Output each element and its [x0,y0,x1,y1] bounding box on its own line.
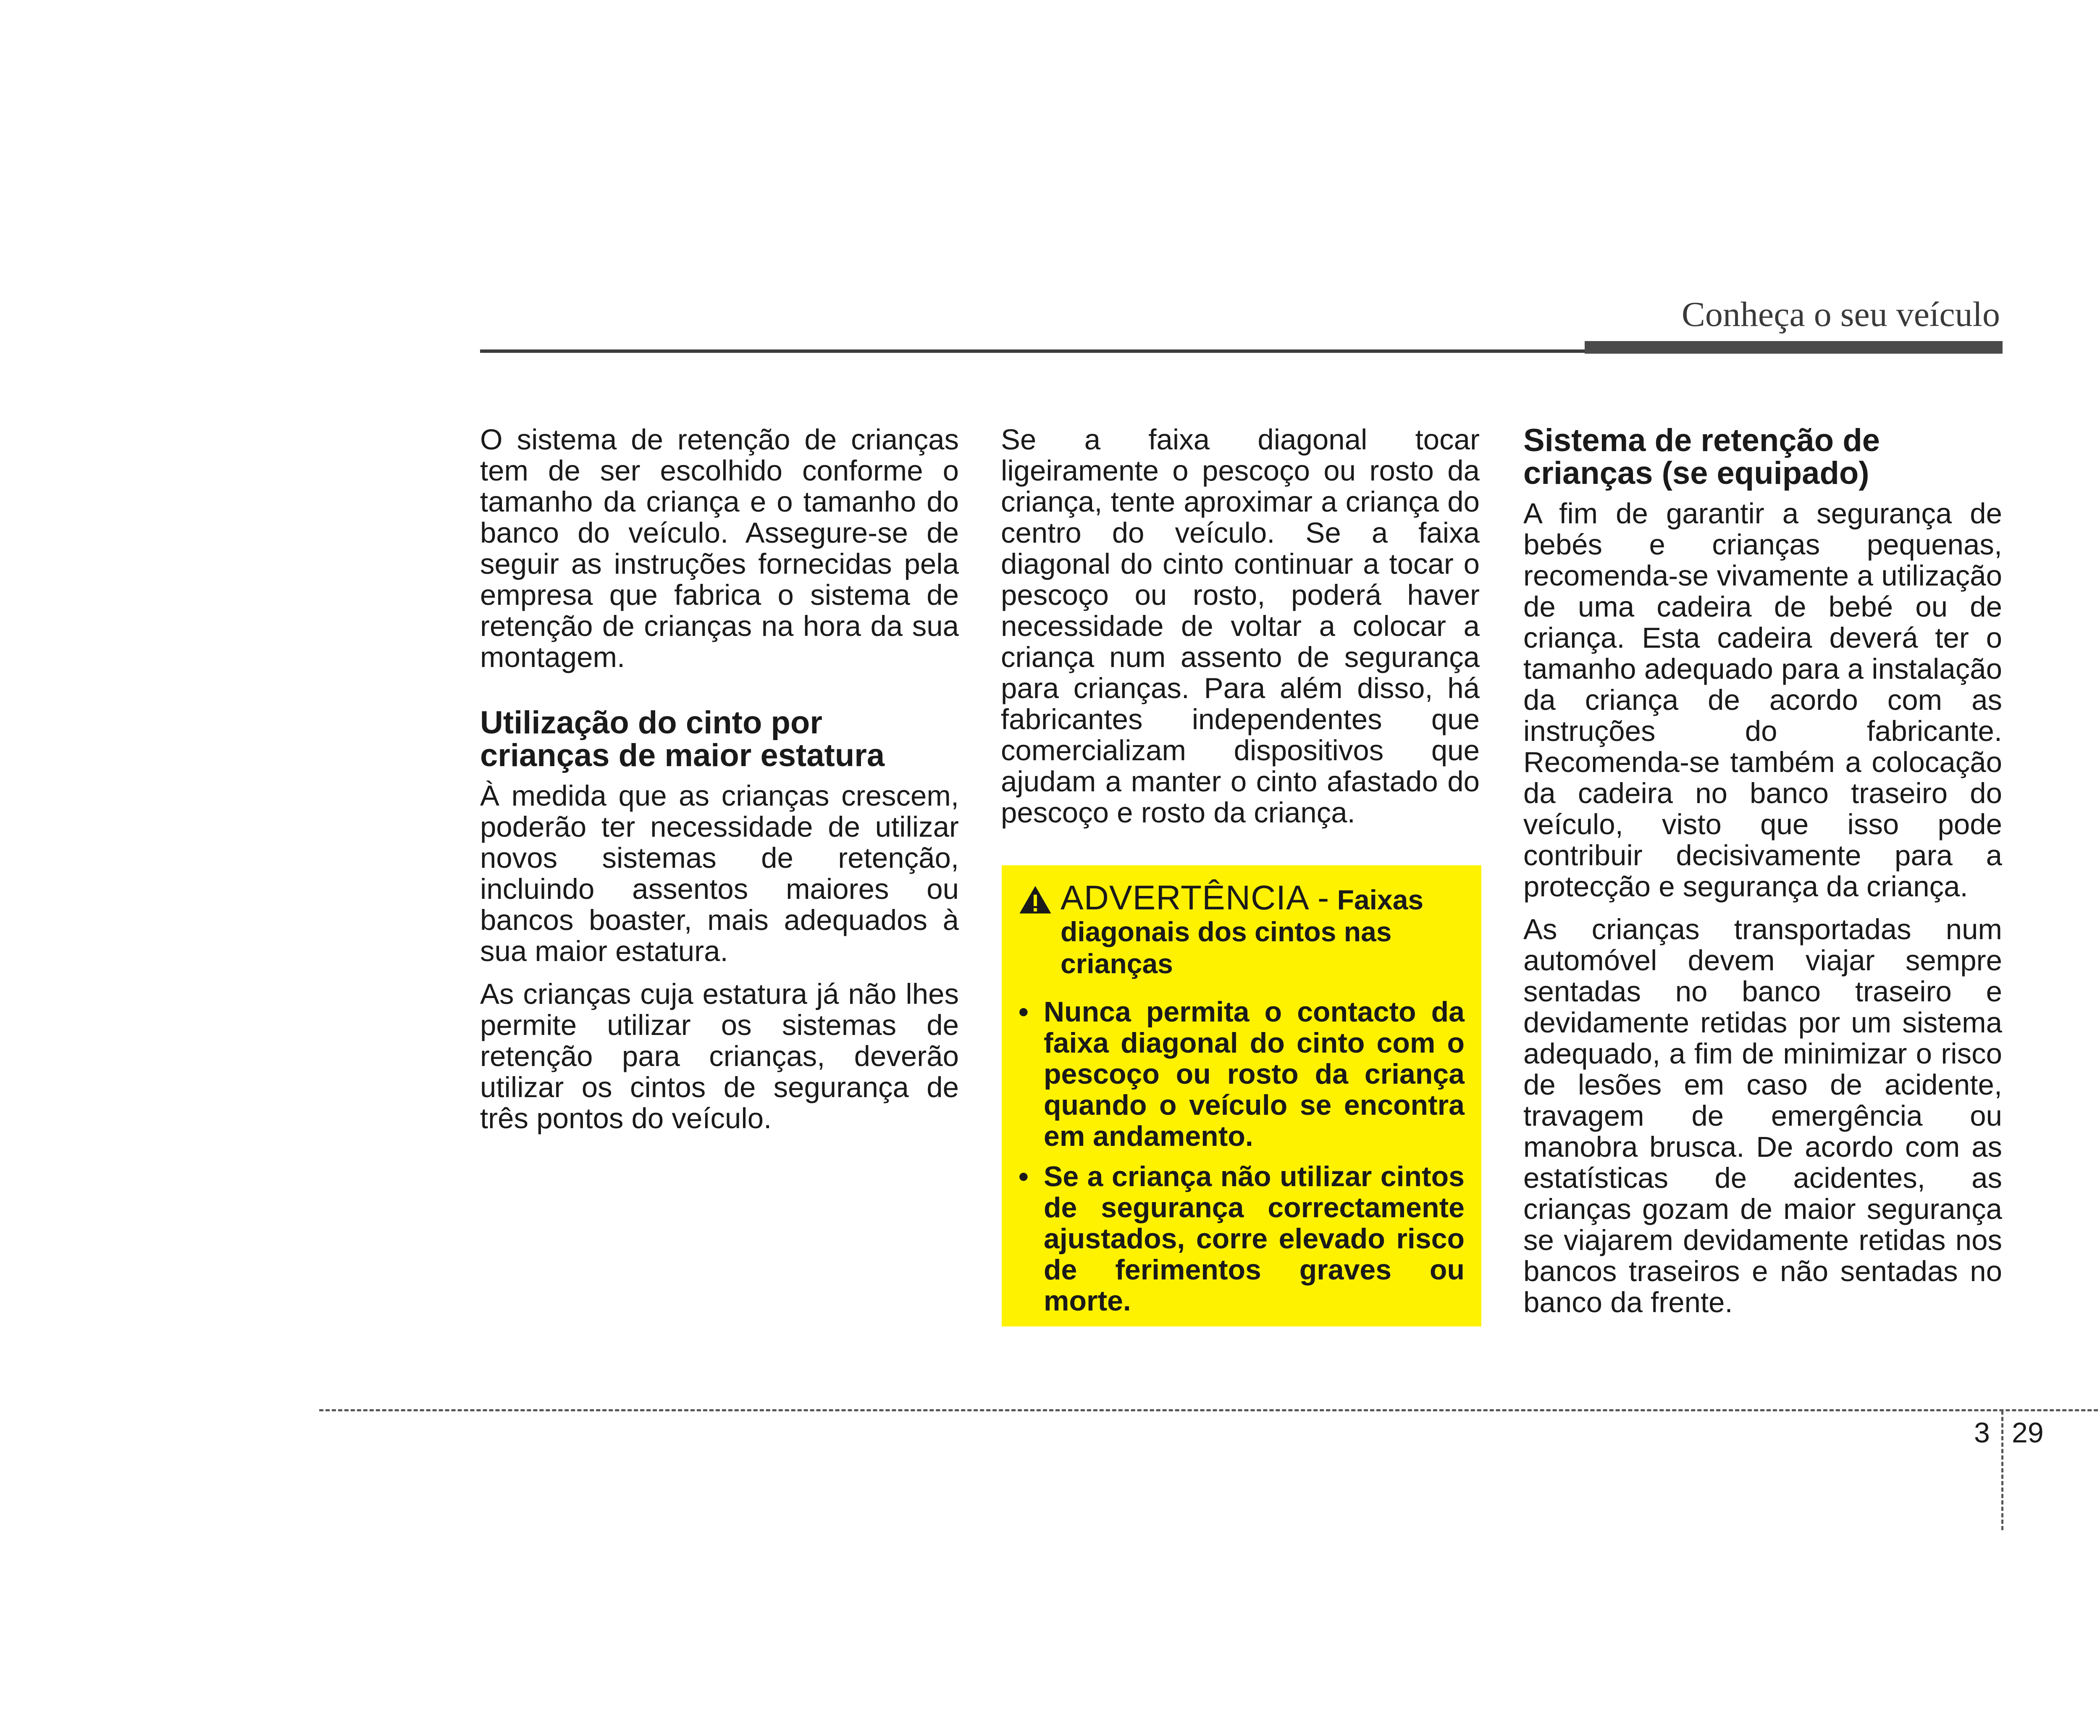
header-title: Conheça o seu veículo [1681,295,2000,334]
page-section-number: 3 [1974,1417,1990,1449]
warning-box [1002,865,1481,1326]
warning-list [1018,996,1465,1316]
section-heading-child-restraint: Sistema de retenção de crianças (se equipado) [1523,423,1880,491]
header-rule-accent [1585,341,2003,354]
column-middle [1001,424,1480,840]
taller-children-paragraph-2: As crianças cuja estatura já não lhes permite utilizar os sistemas de retenção para crianças, deverão utilizar os cintos de segurança de três pontos do veículo. [480,978,959,1135]
warning-item-text: Nunca permita o contacto da faixa diagonal do cinto com o pescoço ou rosto da criança quando o veículo se encontra em andamento. [1044,996,1465,1152]
warning-title [1060,879,1465,980]
warning-item [1018,996,1465,1152]
warning-item-text: Se a criança não utilizar cintos de segurança correctamente ajustados, corre elevado risco de ferimentos graves ou morte. [1044,1161,1465,1317]
column-right [1523,424,2002,1330]
warning-header [1018,879,1465,980]
footer-dashed-divider [2001,1410,2003,1530]
bullet-icon: • [1018,996,1029,1028]
child-restraint-paragraph-2: As crianças transportadas num automóvel devem viajar sempre sentadas no banco traseiro e devidamente retidas por um sistema adequado, a fim de minimizar o risco de lesões em caso de acidente, travagem de emergência ou manobra brusca. De acordo com as estatísticas de acidentes, as crianças gozam de maior segurança se viajarem devidamente retidas nos bancos traseiros e não sentadas no banco da frente. [1523,913,2002,1318]
child-restraint-paragraph-1: A fim de garantir a segurança de bebés e crianças pequenas, recomenda-se vivamente a utilização de uma cadeira de bebé ou de criança. Esta cadeira deverá ter o tamanho adequado para a instalação da criança de acordo com as instruções do fabricante. Recomenda-se também a colocação da cadeira no banco traseiro do veículo, visto que isso pode contribuir decisivamente para a protecção e segurança da criança. [1523,497,2002,903]
intro-paragraph: O sistema de retenção de crianças tem de ser escolhido conforme o tamanho da criança e o tamanho do banco do veículo. Assegure-se de seguir as instruções fornecidas pela empresa que fabrica o sistema de retenção de crianças na hora da sua montagem. [480,423,959,673]
warning-item [1018,1161,1465,1316]
column-left [480,424,959,1146]
header-rule [480,349,1585,353]
diagonal-belt-paragraph: Se a faixa diagonal tocar ligeiramente o pescoço ou rosto da criança, tente aproximar a criança do centro do veículo. Se a faixa diagonal do cinto continuar a tocar o pescoço ou rosto, poderá haver necessidade de voltar a colocar a criança num assento de segurança para crianças. Para além disso, há fabricantes independentes que comercializam dispositivos que ajudam a manter o cinto afastado do pescoço e rosto da criança. [1001,423,1480,829]
warning-label: ADVERTÊNCIA - [1060,879,1330,917]
section-heading-taller-children: Utilização do cinto por crianças de maior estatura [480,705,885,773]
footer-dashed-rule [319,1409,2100,1411]
warning-subtitle: Faixas diagonais dos cintos nas crianças [1060,884,1424,979]
taller-children-paragraph-1: À medida que as crianças crescem, poderão ter necessidade de utilizar novos sistemas de retenção, incluindo assentos maiores ou bancos boaster, mais adequados à sua maior estatura. [480,780,959,967]
bullet-icon: • [1018,1161,1029,1192]
warning-triangle-icon [1018,885,1052,915]
page-number: 29 [2012,1417,2044,1449]
